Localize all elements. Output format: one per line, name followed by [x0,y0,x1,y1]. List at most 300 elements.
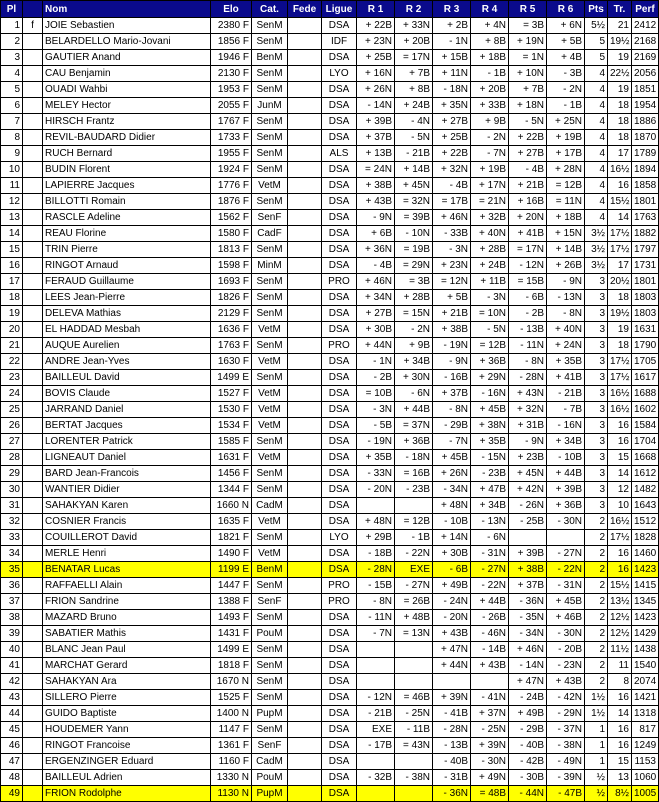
player-category: VetM [252,546,288,562]
player-elo: 1876 F [211,194,252,210]
round-2-result: = 19B [395,242,433,258]
round-4-result: + 11B [471,274,509,290]
player-federation [288,450,322,466]
round-2-result: + 8B [395,82,433,98]
player-tiebreak: 16½ [608,514,632,530]
player-category: SenM [252,658,288,674]
player-league: PRO [322,274,357,290]
player-flag [23,722,43,738]
player-points: 1 [585,738,608,754]
player-performance: 1060 [632,770,659,786]
player-performance: 1954 [632,98,659,114]
player-rank: 23 [1,370,23,386]
player-elo: 1670 N [211,674,252,690]
player-performance: 1415 [632,578,659,594]
round-6-result: + 25N [547,114,585,130]
player-name: REVIL-BAUDARD Didier [43,130,211,146]
player-name: RINGOT Arnaud [43,258,211,274]
player-elo: 1598 F [211,258,252,274]
player-elo: 1447 F [211,578,252,594]
player-league: DSA [322,50,357,66]
player-rank: 5 [1,82,23,98]
player-elo: 1530 F [211,402,252,418]
player-tiebreak: 15½ [608,578,632,594]
round-5-result: + 18N [509,98,547,114]
round-3-result: - 36N [433,786,471,802]
round-4-result: - 6N [471,530,509,546]
round-3-result: + 43B [433,626,471,642]
column-header-pl: Pl [1,1,23,18]
player-elo: 1924 F [211,162,252,178]
round-4-result: - 5N [471,322,509,338]
player-federation [288,722,322,738]
round-2-result [395,498,433,514]
round-2-result: + 9B [395,338,433,354]
round-3-result: + 14N [433,530,471,546]
round-6-result: - 38N [547,738,585,754]
round-4-result: - 1B [471,66,509,82]
round-5-result: + 38B [509,562,547,578]
player-category: SenM [252,466,288,482]
player-tiebreak: 21 [608,18,632,34]
round-2-result: EXE [395,562,433,578]
player-performance: 1643 [632,498,659,514]
player-elo: 1534 F [211,418,252,434]
player-points: 2 [585,610,608,626]
round-6-result: - 23N [547,658,585,674]
round-4-result: + 34B [471,498,509,514]
player-tiebreak: 18 [608,338,632,354]
player-elo: 2380 F [211,18,252,34]
player-tiebreak: 19 [608,82,632,98]
player-points: 3 [585,498,608,514]
player-federation [288,338,322,354]
round-4-result: - 13N [471,514,509,530]
round-1-result: + 36N [357,242,395,258]
player-flag [23,706,43,722]
round-3-result: + 2B [433,18,471,34]
player-rank: 35 [1,562,23,578]
player-performance: 2056 [632,66,659,82]
round-2-result: = 15N [395,306,433,322]
round-4-result: - 16N [471,386,509,402]
player-name: TRIN Pierre [43,242,211,258]
player-tiebreak: 15 [608,754,632,770]
round-5-result: - 30B [509,770,547,786]
player-rank: 6 [1,98,23,114]
round-6-result: + 36B [547,498,585,514]
round-3-result: - 8N [433,402,471,418]
round-4-result [471,674,509,690]
round-6-result: - 30N [547,514,585,530]
player-elo: 1763 F [211,338,252,354]
table-row [1,242,659,258]
player-league: DSA [322,738,357,754]
round-1-result: + 29B [357,530,395,546]
round-1-result: + 48N [357,514,395,530]
round-3-result: + 32N [433,162,471,178]
player-name: WANTIER Didier [43,482,211,498]
round-2-result: = 26B [395,594,433,610]
player-league: DSA [322,498,357,514]
player-federation [288,82,322,98]
round-5-result: + 46N [509,642,547,658]
player-rank: 4 [1,66,23,82]
table-row [1,258,659,274]
round-1-result: + 27B [357,306,395,322]
player-points: 2 [585,594,608,610]
round-5-result: + 31B [509,418,547,434]
player-flag [23,258,43,274]
player-name: JARRAND Daniel [43,402,211,418]
player-league: DSA [322,178,357,194]
player-league: DSA [322,194,357,210]
table-row [1,322,659,338]
player-rank: 47 [1,754,23,770]
round-6-result [547,530,585,546]
round-5-result: + 7B [509,82,547,98]
player-points: 4 [585,178,608,194]
round-3-result: - 34N [433,482,471,498]
player-federation [288,706,322,722]
round-5-result: + 23B [509,450,547,466]
round-1-result [357,674,395,690]
round-5-result: - 42B [509,754,547,770]
table-row [1,66,659,82]
player-rank: 3 [1,50,23,66]
player-federation [288,402,322,418]
table-row [1,210,659,226]
player-federation [288,530,322,546]
player-points: 1 [585,754,608,770]
player-league: PRO [322,338,357,354]
round-4-result: - 3N [471,290,509,306]
round-6-result: - 7B [547,402,585,418]
round-3-result: + 23N [433,258,471,274]
player-category: SenM [252,130,288,146]
player-name: DELEVA Mathias [43,306,211,322]
player-flag [23,50,43,66]
round-5-result: - 13B [509,322,547,338]
player-points: 3 [585,386,608,402]
round-4-result: + 20B [471,82,509,98]
round-6-result: - 1B [547,98,585,114]
player-flag [23,354,43,370]
player-elo: 1776 F [211,178,252,194]
player-points: ½ [585,786,608,802]
player-points: 3 [585,290,608,306]
table-row [1,434,659,450]
player-league: DSA [322,226,357,242]
player-flag [23,674,43,690]
player-name: HOUDEMER Yann [43,722,211,738]
round-5-result: + 41B [509,226,547,242]
player-elo: 1660 N [211,498,252,514]
player-performance: 1803 [632,290,659,306]
player-points: 3 [585,482,608,498]
player-league: DSA [322,562,357,578]
player-rank: 40 [1,642,23,658]
player-tiebreak: 17 [608,146,632,162]
round-1-result: - 21B [357,706,395,722]
round-1-result: + 38B [357,178,395,194]
player-points: 5 [585,50,608,66]
player-flag [23,242,43,258]
round-5-result: + 37B [509,578,547,594]
player-rank: 46 [1,738,23,754]
player-name: FRION Rodolphe [43,786,211,802]
player-points: 2 [585,578,608,594]
round-1-result: EXE [357,722,395,738]
round-2-result: - 2N [395,322,433,338]
player-category: SenF [252,738,288,754]
player-name: EL HADDAD Mesbah [43,322,211,338]
player-name: BAILLEUL David [43,370,211,386]
player-name: AUQUE Aurelien [43,338,211,354]
player-name: JOIE Sebastien [43,18,211,34]
round-6-result: - 9N [547,274,585,290]
player-federation [288,226,322,242]
round-5-result: - 25B [509,514,547,530]
player-points: 2 [585,642,608,658]
player-rank: 49 [1,786,23,802]
round-5-result: - 34N [509,626,547,642]
table-row [1,402,659,418]
player-league: DSA [322,258,357,274]
player-category: VetM [252,418,288,434]
player-performance: 1797 [632,242,659,258]
player-rank: 27 [1,434,23,450]
round-4-result: = 10N [471,306,509,322]
round-2-result: + 20B [395,34,433,50]
player-category: SenM [252,290,288,306]
round-5-result: - 9N [509,434,547,450]
player-league: DSA [322,482,357,498]
column-header-r5: R 5 [509,1,547,18]
player-federation [288,626,322,642]
round-4-result: + 4N [471,18,509,34]
round-5-result: - 11N [509,338,547,354]
round-1-result: - 19N [357,434,395,450]
round-1-result [357,658,395,674]
round-6-result: - 47B [547,786,585,802]
column-header-cat: Cat. [252,1,288,18]
player-federation [288,130,322,146]
round-6-result: - 30N [547,626,585,642]
table-row [1,482,659,498]
round-3-result: - 7N [433,434,471,450]
round-1-result: - 12N [357,690,395,706]
round-3-result: + 15B [433,50,471,66]
round-5-result [509,530,547,546]
round-1-result [357,642,395,658]
player-federation [288,498,322,514]
round-3-result: + 44N [433,658,471,674]
round-1-result: = 10B [357,386,395,402]
player-points: 2 [585,658,608,674]
table-row [1,386,659,402]
column-header-pts: Pts [585,1,608,18]
round-5-result: + 22B [509,130,547,146]
player-name: BERTAT Jacques [43,418,211,434]
player-elo: 1580 F [211,226,252,242]
player-category: SenM [252,306,288,322]
round-5-result: - 24B [509,690,547,706]
round-2-result [395,786,433,802]
round-4-result: + 44B [471,594,509,610]
player-points: 2 [585,626,608,642]
round-6-result: + 18B [547,210,585,226]
player-performance: 1429 [632,626,659,642]
player-flag [23,178,43,194]
player-flag [23,210,43,226]
player-category: SenM [252,114,288,130]
player-league: DSA [322,130,357,146]
round-6-result: + 41B [547,370,585,386]
player-category: VetM [252,514,288,530]
player-points: 4 [585,162,608,178]
player-category: PupM [252,786,288,802]
player-rank: 25 [1,402,23,418]
player-flag [23,274,43,290]
round-1-result: - 7N [357,626,395,642]
player-rank: 20 [1,322,23,338]
player-points: 5 [585,34,608,50]
round-6-result: - 39N [547,770,585,786]
player-flag [23,114,43,130]
player-elo: 1525 F [211,690,252,706]
player-flag [23,498,43,514]
round-4-result: = 12B [471,338,509,354]
player-flag [23,338,43,354]
round-2-result: - 22N [395,546,433,562]
player-name: SAHAKYAN Ara [43,674,211,690]
player-rank: 30 [1,482,23,498]
round-3-result: - 24N [433,594,471,610]
player-rank: 38 [1,610,23,626]
round-1-result: + 23N [357,34,395,50]
player-elo: 1160 F [211,754,252,770]
round-1-result: + 43B [357,194,395,210]
round-4-result: - 22N [471,578,509,594]
round-3-result: - 13B [433,738,471,754]
player-points: 4 [585,130,608,146]
player-league: DSA [322,658,357,674]
round-1-result: + 44N [357,338,395,354]
player-flag [23,82,43,98]
round-1-result: - 3N [357,402,395,418]
table-row [1,738,659,754]
player-performance: 1005 [632,786,659,802]
round-6-result: - 21B [547,386,585,402]
round-6-result: - 16N [547,418,585,434]
player-league: DSA [322,402,357,418]
round-5-result: - 36N [509,594,547,610]
player-category: SenM [252,434,288,450]
player-federation [288,770,322,786]
round-5-result: - 28N [509,370,547,386]
player-flag [23,162,43,178]
player-flag [23,194,43,210]
player-federation [288,514,322,530]
player-performance: 1894 [632,162,659,178]
round-3-result: - 33B [433,226,471,242]
round-1-result: - 33N [357,466,395,482]
round-3-result: + 21B [433,306,471,322]
round-6-result: = 11N [547,194,585,210]
player-tiebreak: 16 [608,722,632,738]
player-points: 4 [585,146,608,162]
player-league: PRO [322,578,357,594]
round-2-result [395,674,433,690]
player-flag [23,402,43,418]
player-name: COSNIER Francis [43,514,211,530]
round-3-result: - 19N [433,338,471,354]
player-rank: 16 [1,258,23,274]
player-name: SILLERO Pierre [43,690,211,706]
player-category: SenF [252,210,288,226]
player-performance: 1731 [632,258,659,274]
player-rank: 43 [1,690,23,706]
player-points: 4 [585,66,608,82]
player-league: DSA [322,642,357,658]
round-4-result: + 9B [471,114,509,130]
round-1-result: - 32B [357,770,395,786]
player-performance: 1617 [632,370,659,386]
player-category: SenM [252,690,288,706]
round-2-result: - 21B [395,146,433,162]
player-rank: 13 [1,210,23,226]
round-3-result: - 20N [433,610,471,626]
player-performance: 1828 [632,530,659,546]
round-6-result: + 43B [547,674,585,690]
column-header-fede: Fede [288,1,322,18]
player-category: VetM [252,386,288,402]
round-5-result: + 43N [509,386,547,402]
round-3-result: + 27B [433,114,471,130]
table-row [1,338,659,354]
player-points: 3 [585,450,608,466]
player-league: DSA [322,690,357,706]
table-row [1,290,659,306]
player-tiebreak: 11 [608,658,632,674]
round-5-result: + 39B [509,546,547,562]
table-row [1,162,659,178]
round-3-result: - 3N [433,242,471,258]
round-2-result: - 23B [395,482,433,498]
round-2-result: - 11B [395,722,433,738]
column-header-r3: R 3 [433,1,471,18]
column-header-r2: R 2 [395,1,433,18]
round-6-result: - 22N [547,562,585,578]
round-6-result: - 3B [547,66,585,82]
player-performance: 1688 [632,386,659,402]
player-category: CadM [252,498,288,514]
round-2-result: = 39B [395,210,433,226]
player-elo: 1562 F [211,210,252,226]
player-tiebreak: 17½ [608,354,632,370]
player-elo: 1856 F [211,34,252,50]
round-3-result: + 49B [433,578,471,594]
round-1-result: + 35B [357,450,395,466]
player-league: ALS [322,146,357,162]
player-category: SenM [252,674,288,690]
round-3-result: + 22B [433,146,471,162]
player-federation [288,546,322,562]
player-league: DSA [322,306,357,322]
player-points: 2 [585,546,608,562]
player-points: 3 [585,434,608,450]
